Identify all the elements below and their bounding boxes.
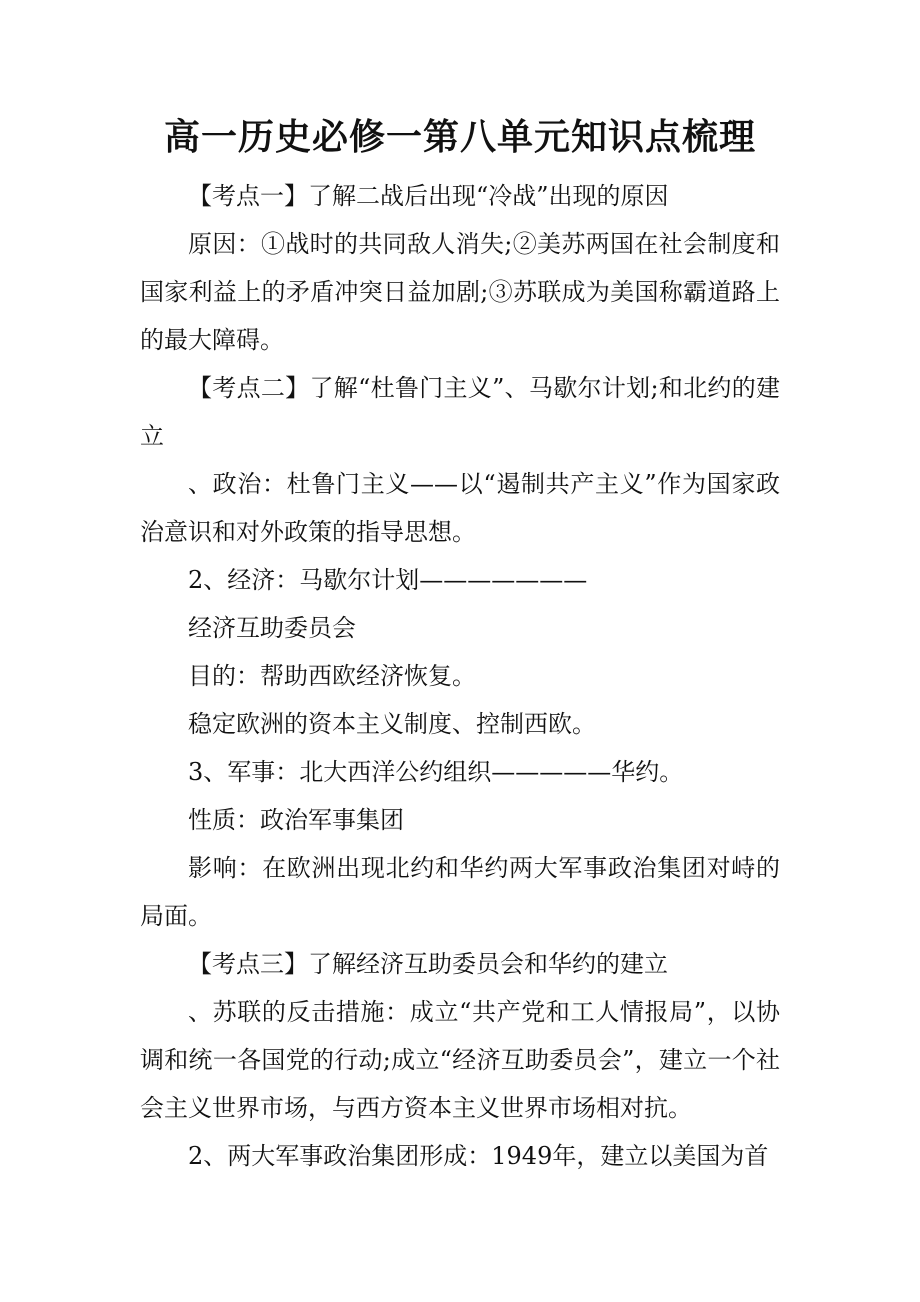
military-blocs-paragraph: 2、两大军事政治集团形成：1949年，建立以美国为首	[188, 1142, 769, 1170]
influence-paragraph: 影响：在欧洲出现北约和华约两大军事政治集团对峙的局面。	[140, 854, 780, 930]
stabilize-line: 稳定欧洲的资本主义制度、控制西欧。	[188, 710, 596, 738]
politics-paragraph: 、政治：杜鲁门主义——以“遏制共产主义”作为国家政治意识和对外政策的指导思想。	[140, 470, 780, 546]
cold-war-causes-paragraph: 原因：①战时的共同敌人消失;②美苏两国在社会制度和国家利益上的矛盾冲突日益加剧;③苏联成为美国称霸道路上的最大障碍。	[140, 230, 780, 354]
soviet-countermeasures-paragraph: 、苏联的反击措施：成立“共产党和工人情报局”，以协调和统一各国党的行动;成立“经济互助委员会”，建立一个社会主义世界市场，与西方资本主义世界市场相对抗。	[140, 998, 780, 1122]
exam-point-2-heading: 【考点二】了解“杜鲁门主义”、马歇尔计划;和北约的建立	[140, 374, 780, 450]
document-body	[140, 172, 780, 1180]
economy-paragraph: 2、经济：马歇尔计划———————	[188, 566, 588, 594]
exam-point-1-heading: 【考点一】了解二战后出现“冷战”出现的原因	[188, 182, 669, 210]
military-paragraph: 3、军事：北大西洋公约组织—————华约。	[188, 758, 684, 786]
purpose-line: 目的：帮助西欧经济恢复。	[188, 662, 476, 690]
comecon-line: 经济互助委员会	[188, 614, 356, 642]
nature-line: 性质：政治军事集团	[188, 806, 404, 834]
exam-point-3-heading: 【考点三】了解经济互助委员会和华约的建立	[188, 950, 668, 978]
document-title: 高一历史必修一第八单元知识点梳理	[163, 116, 756, 158]
